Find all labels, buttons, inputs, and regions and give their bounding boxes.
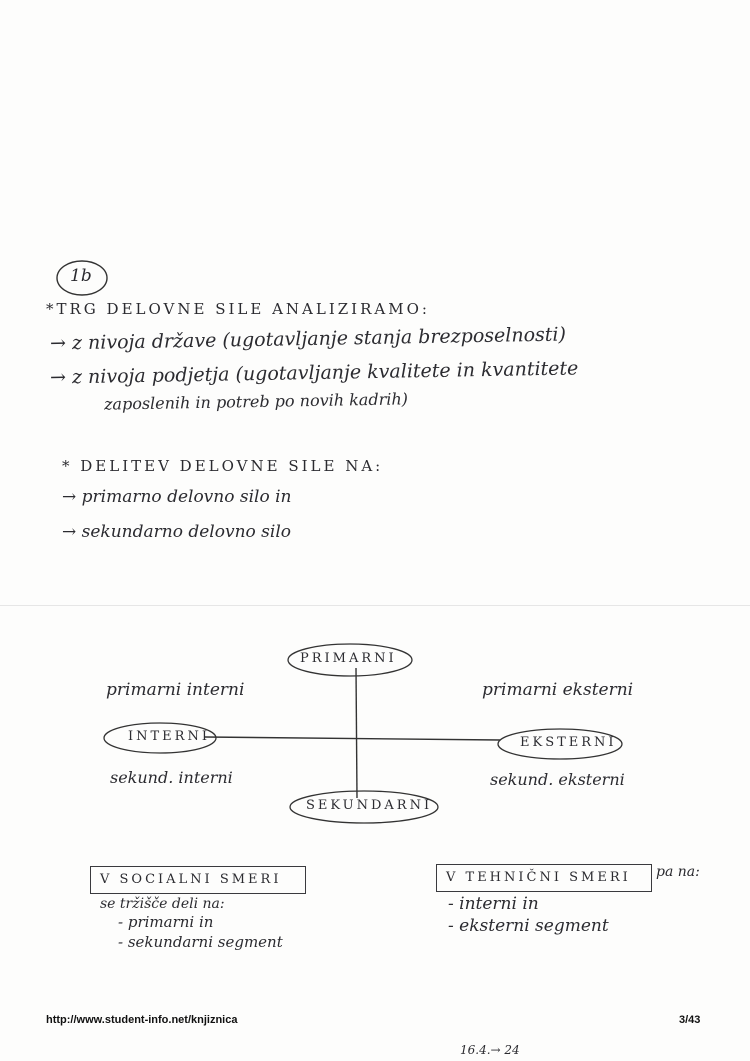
diagram-right-label: EKSTERNI: [520, 735, 617, 750]
horizontal-axis: [205, 737, 500, 740]
note-line-7: → sekundarno delovno silo: [62, 522, 292, 542]
note-line-6: → primarno delovno silo in: [62, 487, 292, 507]
social-box-label: V SOCIALNI SMERI: [100, 872, 282, 887]
note-line-5: * DELITEV DELOVNE SILE NA:: [62, 457, 384, 475]
technical-box-label: V TEHNIČNI SMERI: [446, 870, 631, 885]
note-line-1: *TRG DELOVNE SILE ANALIZIRAMO:: [46, 300, 430, 318]
technical-item-1: - interni in: [448, 894, 539, 914]
note-line-2: → z nivoja države (ugotavljanje stanja brezposelnosti): [49, 323, 567, 355]
diagram-left-label: INTERNI: [128, 729, 210, 744]
quadrant-top-right: primarni eksterni: [482, 680, 634, 700]
vertical-axis: [356, 668, 357, 798]
footer-page-number: 3/43: [679, 1014, 701, 1026]
diagram-top-label: PRIMARNI: [300, 651, 397, 666]
technical-item-2: - eksterni segment: [448, 916, 609, 936]
social-intro: se tržišče deli na:: [100, 896, 225, 912]
bottom-handwritten-note: 16.4.→ 24: [460, 1043, 520, 1057]
quadrant-bottom-right: sekund. eksterni: [490, 770, 625, 789]
footer-url: http://www.student-info.net/knjiznica: [46, 1014, 238, 1026]
social-item-2: - sekundarni segment: [118, 933, 283, 951]
note-line-4: zaposlenih in potreb po novih kadrih): [103, 389, 409, 414]
note-line-3: → z nivoja podjetja (ugotavljanje kvalitete in kvantitete: [49, 357, 579, 389]
social-item-1: - primarni in: [118, 913, 214, 931]
page-fold: [0, 605, 750, 606]
diagram-bottom-label: SEKUNDARNI: [306, 798, 433, 813]
quadrant-top-left: primarni interni: [106, 680, 245, 700]
badge-label: 1b: [70, 266, 92, 286]
technical-suffix: pa na:: [656, 864, 700, 880]
quadrant-bottom-left: sekund. interni: [110, 768, 233, 787]
